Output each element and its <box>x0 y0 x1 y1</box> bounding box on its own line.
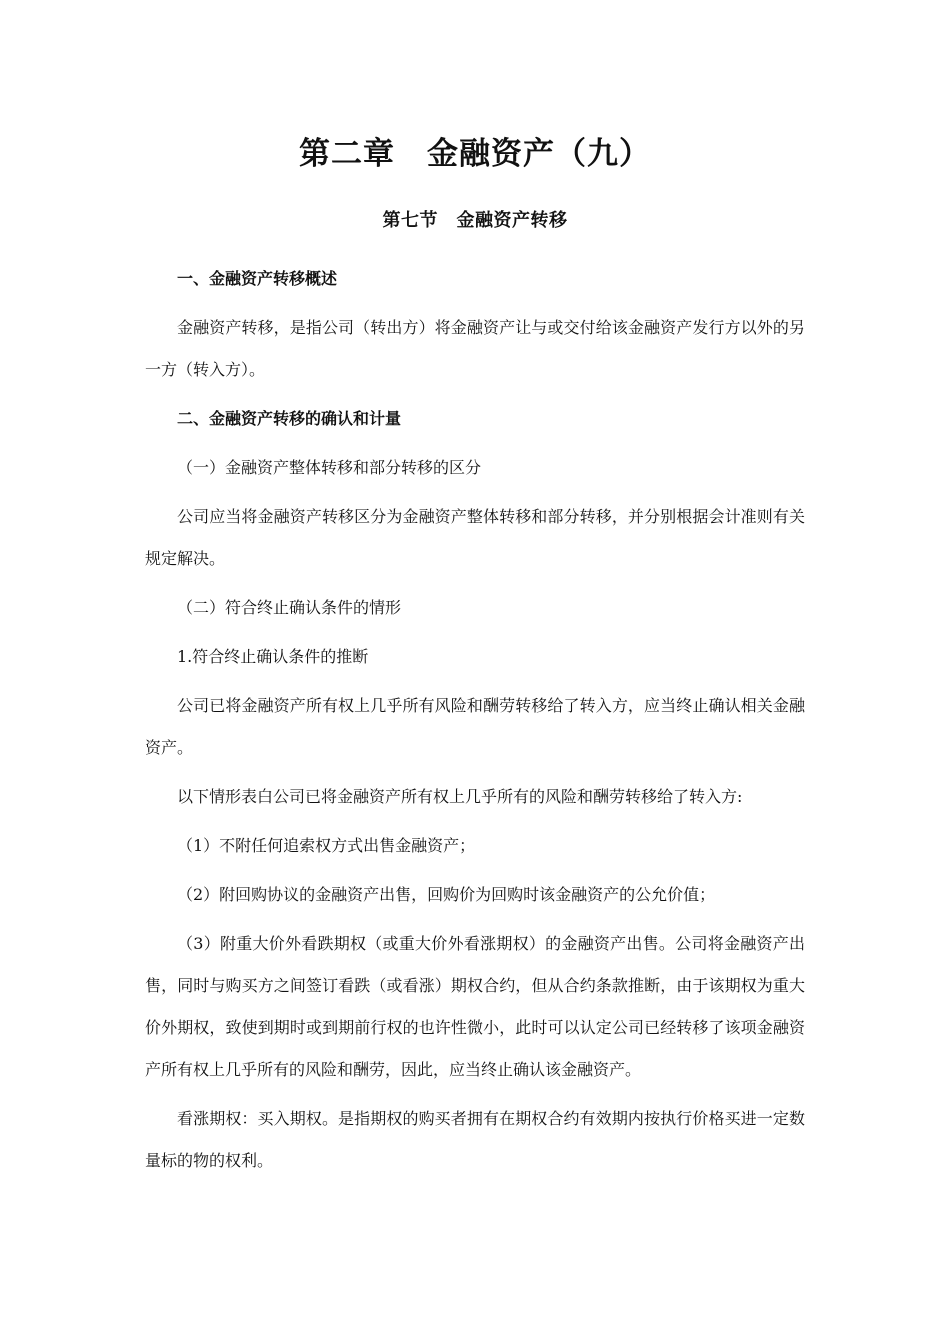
list-item: （3）附重大价外看跌期权（或重大价外看涨期权）的金融资产出售。公司将金融资产出售，同时与购买方之间签订看跌（或看涨）期权合约，但从合约条款推断，由于该期权为重大价外期权，致使到期时或到期前行权的也许性微小，此时可以认定公司已经转移了该项金融资产所有权上几乎所有的风险和酬劳，因此，应当终止确认该金融资产。 <box>145 934 805 1079</box>
subsection-heading: 1.符合终止确认条件的推断 <box>177 647 369 666</box>
chapter-title: 第二章 金融资产（九） <box>299 136 651 172</box>
subsection-heading: （一）金融资产整体转移和部分转移的区分 <box>177 458 482 477</box>
body-paragraph: 以下情形表白公司已将金融资产所有权上几乎所有的风险和酬劳转移给了转入方: <box>177 787 743 806</box>
list-item: （1）不附任何追索权方式出售金融资产； <box>177 836 476 855</box>
section-heading: 二、金融资产转移的确认和计量 <box>177 409 402 428</box>
body-paragraph: 公司已将金融资产所有权上几乎所有风险和酬劳转移给了转入方，应当终止确认相关金融资产。 <box>145 696 805 757</box>
subsection-heading: （二）符合终止确认条件的情形 <box>177 598 402 617</box>
list-item: （2）附回购协议的金融资产出售，回购价为回购时该金融资产的公允价值； <box>177 885 716 904</box>
document-body <box>145 258 805 1189</box>
body-paragraph: 看涨期权：买入期权。是指期权的购买者拥有在期权合约有效期内按执行价格买进一定数量标的物的权利。 <box>145 1109 805 1170</box>
section-heading: 一、金融资产转移概述 <box>177 269 338 288</box>
section-title: 第七节 金融资产转移 <box>382 210 568 231</box>
body-paragraph: 公司应当将金融资产转移区分为金融资产整体转移和部分转移，并分别根据会计准则有关规定解决。 <box>145 507 805 568</box>
body-paragraph: 金融资产转移，是指公司（转出方）将金融资产让与或交付给该金融资产发行方以外的另一方（转入方）。 <box>145 318 805 379</box>
